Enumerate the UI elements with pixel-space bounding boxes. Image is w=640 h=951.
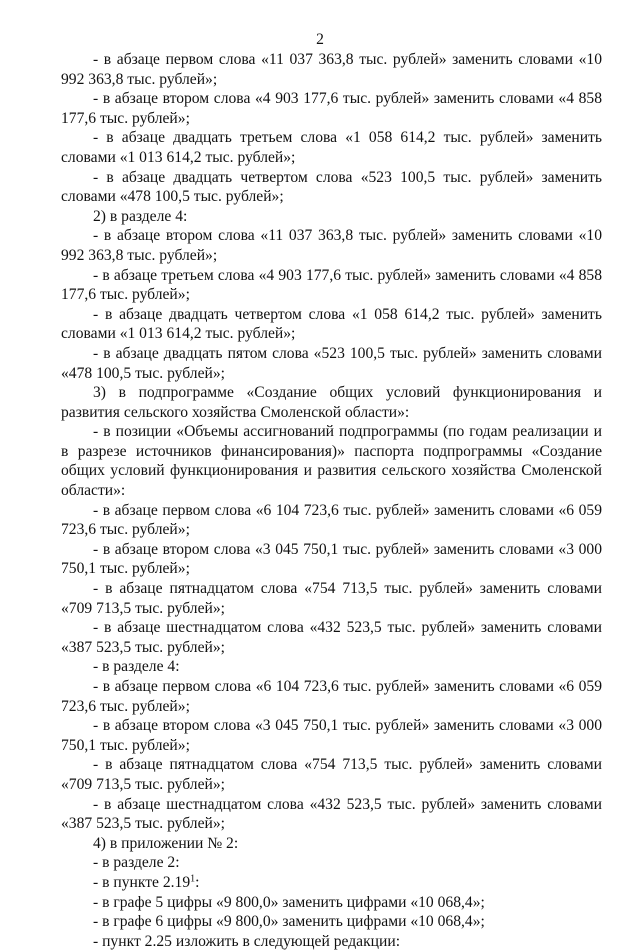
paragraph-amendment: - в абзаце двадцать пятом слова «523 100,5 тыс. рублей» заменить словами «478 100,5 тыс. рублей»; [61, 344, 602, 382]
paragraph-amendment: - в абзаце пятнадцатом слова «754 713,5 тыс. рублей» заменить словами «709 713,5 тыс. рублей»; [61, 756, 602, 793]
paragraph-appendix-heading: 4) в приложении № 2: [93, 834, 239, 852]
paragraph-amendment: - в абзаце шестнадцатом слова «432 523,5 тыс. рублей» заменить словами «387 523,5 тыс. рублей»; [61, 619, 602, 656]
paragraph-section-heading: - в разделе 2: [93, 854, 180, 872]
document-body [61, 50, 602, 951]
paragraph-amendment: - в абзаце втором слова «3 045 750,1 тыс. рублей» заменить словами «3 000 750,1 тыс. рублей»; [61, 717, 602, 754]
paragraph-amendment: - в абзаце двадцать четвертом слова «1 058 614,2 тыс. рублей» заменить словами «1 013 614,2 тыс. рублей»; [61, 305, 602, 343]
paragraph-amendment: - в абзаце пятнадцатом слова «754 713,5 тыс. рублей» заменить словами «709 713,5 тыс. рублей»; [61, 580, 602, 617]
paragraph-section-heading: - в разделе 4: [93, 658, 180, 676]
point-2-19-superscript: 1 [190, 873, 196, 885]
paragraph-amendment: - в абзаце втором слова «4 903 177,6 тыс. рублей» заменить словами «4 858 177,6 тыс. рублей»; [61, 90, 602, 127]
paragraph-amendment: - в графе 6 цифры «9 800,0» заменить цифрами «10 068,4»; [93, 913, 485, 931]
paragraph-amendment: - в абзаце шестнадцатом слова «432 523,5 тыс. рублей» заменить словами «387 523,5 тыс. рублей»; [61, 795, 602, 833]
paragraph-amendment: - в абзаце двадцать четвертом слова «523 100,5 тыс. рублей» заменить словами «478 100,5 тыс. рублей»; [61, 168, 602, 206]
paragraph-amendment: - в абзаце втором слова «3 045 750,1 тыс. рублей» заменить словами «3 000 750,1 тыс. рублей»; [61, 540, 602, 578]
paragraph-amendment: - в абзаце первом слова «6 104 723,6 тыс. рублей» заменить словами «6 059 723,6 тыс. рублей»; [61, 678, 602, 715]
paragraph-amendment: - в абзаце втором слова «11 037 363,8 тыс. рублей» заменить словами «10 992 363,8 тыс. рублей»; [61, 227, 602, 264]
paragraph-amendment: - в абзаце первом слова «11 037 363,8 тыс. рублей» заменить словами «10 992 363,8 тыс. рублей»; [61, 51, 602, 88]
paragraph-section-heading: 2) в разделе 4: [93, 207, 188, 225]
paragraph-point-2-19 [61, 873, 602, 893]
paragraph-passport-position: - в позиции «Объемы ассигнований подпрограммы (по годам реализации и в разрезе источников финансирования)» паспорта подпрограммы «Создание общих условий функционирования и развития сельского хозяйства Смоленской области»: [61, 423, 602, 500]
paragraph-point-2-25: - пункт 2.25 изложить в следующей редакции: [93, 932, 401, 950]
point-2-19-text: - в пункте 2.19 [93, 873, 191, 891]
paragraph-amendment: - в графе 5 цифры «9 800,0» заменить цифрами «10 068,4»; [93, 893, 485, 911]
page-number: 2 [316, 31, 324, 48]
paragraph-subprogram-heading: 3) в подпрограмме «Создание общих условий функционирования и развития сельского хозяйства Смоленской области»: [61, 384, 602, 421]
paragraph-amendment: - в абзаце двадцать третьем слова «1 058 614,2 тыс. рублей» заменить словами «1 013 614,2 тыс. рублей»; [61, 129, 602, 166]
point-2-19-colon: : [195, 873, 200, 891]
paragraph-amendment: - в абзаце третьем слова «4 903 177,6 тыс. рублей» заменить словами «4 858 177,6 тыс. рублей»; [61, 266, 602, 304]
paragraph-amendment: - в абзаце первом слова «6 104 723,6 тыс. рублей» заменить словами «6 059 723,6 тыс. рублей»; [61, 501, 602, 539]
